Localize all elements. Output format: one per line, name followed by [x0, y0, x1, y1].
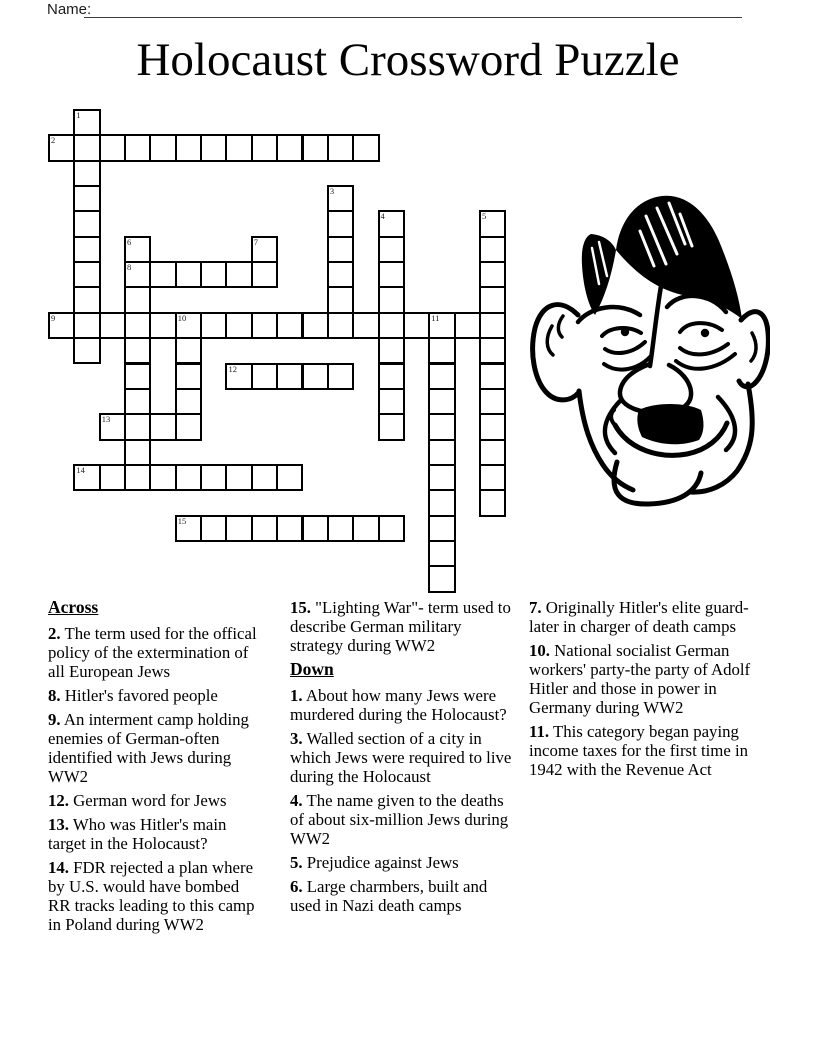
cell-number: 1	[76, 110, 81, 120]
grid-cell	[428, 540, 455, 567]
clue-14: 14. FDR rejected a plan where by U.S. would have bombed RR tracks leading to this camp in Poland during WW2	[48, 858, 255, 934]
grid-cell	[225, 312, 252, 339]
grid-cell	[200, 464, 227, 491]
grid-cell	[428, 439, 455, 466]
grid-cell	[378, 413, 405, 440]
grid-cell	[73, 109, 100, 136]
page-title: Holocaust Crossword Puzzle	[136, 34, 680, 86]
right-pupil	[701, 329, 709, 337]
grid-cell	[327, 236, 354, 263]
clue-4: 4. The name given to the deaths of about six-million Jews during WW2	[290, 791, 509, 848]
grid-cell	[200, 261, 227, 288]
grid-cell	[276, 464, 303, 491]
grid-cell	[251, 261, 278, 288]
grid-cell	[327, 261, 354, 288]
grid-cell	[327, 286, 354, 313]
clue-13: 13. Who was Hitler's main target in the Holocaust?	[48, 815, 227, 853]
cell-number: 12	[228, 363, 237, 374]
grid-cell	[225, 464, 252, 491]
clue-number: 13.	[48, 815, 69, 834]
name-label: Name:	[47, 1, 92, 18]
clue-8: 8. Hitler's favored people	[48, 686, 218, 705]
cell-number: 7	[253, 236, 259, 247]
clue-number: 9.	[48, 710, 61, 729]
grid-cell	[479, 464, 506, 491]
grid-cell	[73, 464, 100, 491]
clue-column-3	[529, 598, 759, 784]
left-eyebrow	[578, 307, 640, 322]
grid-cell	[200, 134, 227, 161]
clue-number: 4.	[290, 791, 303, 810]
grid-cell	[73, 236, 100, 263]
clue-11: 11. This category began paying income taxes for the first time in 1942 with the Revenue Act	[529, 722, 749, 779]
grid-cell	[73, 160, 100, 187]
grid-cell	[251, 312, 278, 339]
grid-cell	[352, 134, 379, 161]
grid-cell	[99, 312, 126, 339]
grid-cell	[124, 337, 151, 364]
grid-cell	[175, 312, 202, 339]
grid-cell	[149, 134, 176, 161]
grid-cell	[225, 261, 252, 288]
grid-cell	[149, 464, 176, 491]
grid-cell	[124, 261, 151, 288]
grid-cell	[276, 363, 303, 390]
cell-number: 9	[51, 312, 56, 323]
grid-cell	[276, 312, 303, 339]
grid-cell	[327, 134, 354, 161]
grid-cell	[251, 464, 278, 491]
grid-cell	[454, 312, 481, 339]
right-ear-inner	[751, 333, 756, 361]
grid-cell	[378, 312, 405, 339]
grid-cell	[378, 261, 405, 288]
grid-cell	[251, 134, 278, 161]
clue-number: 7.	[529, 598, 542, 617]
grid-cell	[428, 565, 455, 592]
grid-cell	[327, 363, 354, 390]
grid-cell	[73, 337, 100, 364]
grid-cell	[276, 134, 303, 161]
grid-cell	[302, 312, 329, 339]
left-ear-inner	[547, 326, 553, 355]
clue-12: 12. German word for Jews	[48, 791, 227, 810]
grid-cell	[302, 515, 329, 542]
across-heading: Across	[48, 597, 99, 617]
grid-cell	[428, 413, 455, 440]
grid-cell	[73, 134, 100, 161]
grid-cell	[479, 363, 506, 390]
grid-cell	[124, 134, 151, 161]
clue-1: 1. About how many Jews were murdered during the Holocaust?	[290, 686, 507, 724]
chin	[614, 462, 701, 504]
grid-cell	[175, 363, 202, 390]
grid-cell	[378, 363, 405, 390]
grid-cell	[48, 134, 75, 161]
clue-number: 1.	[290, 686, 303, 705]
clue-number: 2.	[48, 624, 61, 643]
cell-number: 10	[177, 312, 187, 323]
clue-number: 11.	[529, 722, 550, 741]
grid-cell	[378, 236, 405, 263]
grid-cell	[403, 312, 430, 339]
right-ear	[739, 312, 768, 387]
grid-cell	[428, 363, 455, 390]
grid-cell	[352, 515, 379, 542]
grid-cell	[479, 261, 506, 288]
cell-number: 13	[101, 414, 111, 425]
grid-cell	[378, 286, 405, 313]
grid-cell	[479, 210, 506, 237]
left-ear	[533, 305, 579, 400]
clue-number: 12.	[48, 791, 69, 810]
grid-cell	[175, 464, 202, 491]
grid-cell	[327, 312, 354, 339]
grid-cell	[428, 388, 455, 415]
mouth-corner	[611, 410, 615, 425]
grid-cell	[225, 515, 252, 542]
grid-cell	[428, 312, 455, 339]
grid-cell	[175, 515, 202, 542]
left-ear-inner2	[558, 316, 563, 337]
grid-cell	[479, 388, 506, 415]
grid-cell	[124, 286, 151, 313]
right-eye-upper	[680, 323, 722, 332]
grid-cell	[149, 312, 176, 339]
cell-number: 15	[177, 515, 187, 526]
clue-number: 10.	[529, 641, 550, 660]
grid-cell	[378, 210, 405, 237]
grid-cell	[175, 134, 202, 161]
grid-cell	[428, 489, 455, 516]
grid-cell	[479, 236, 506, 263]
clue-10: 10. National socialist German workers' party-the party of Adolf Hitler and those in power in Germany during WW2	[529, 641, 751, 717]
clue-column-2	[290, 598, 512, 920]
clue-9: 9. An interment camp holding enemies of German-often identified with Jews during WW2	[48, 710, 249, 786]
grid-cell	[124, 413, 151, 440]
left-pupil	[621, 328, 629, 336]
cell-number: 8	[127, 262, 132, 273]
cell-number: 4	[380, 211, 385, 222]
grid-cell	[378, 515, 405, 542]
clue-number: 15.	[290, 598, 311, 617]
grid-cell	[73, 261, 100, 288]
clue-number: 6.	[290, 877, 303, 896]
hitler-caricature-illustration	[520, 186, 770, 516]
grid-cell	[479, 312, 506, 339]
grid-cell	[175, 388, 202, 415]
right-eye-bag	[676, 354, 735, 369]
grid-cell	[99, 134, 126, 161]
cell-number: 11	[431, 312, 440, 323]
grid-cell	[251, 236, 278, 263]
grid-cell	[479, 337, 506, 364]
clue-2: 2. The term used for the offical policy of the extermination of all European Jews	[48, 624, 257, 681]
grid-cell	[99, 413, 126, 440]
left-eye-lower	[605, 342, 645, 353]
grid-cell	[302, 363, 329, 390]
clue-7: 7. Originally Hitler's elite guard- later in charger of death camps	[529, 598, 749, 636]
grid-cell	[73, 210, 100, 237]
grid-cell	[124, 236, 151, 263]
down-heading: Down	[290, 659, 334, 679]
cell-number: 6	[127, 236, 132, 247]
grid-cell	[479, 489, 506, 516]
grid-cell	[124, 439, 151, 466]
grid-cell	[73, 312, 100, 339]
cell-number: 14	[76, 464, 85, 475]
grid-cell	[73, 286, 100, 313]
clue-3: 3. Walled section of a city in which Jews were required to live during the Holocaust	[290, 729, 512, 786]
grid-cell	[175, 337, 202, 364]
grid-cell	[428, 337, 455, 364]
grid-cell	[428, 515, 455, 542]
grid-cell	[479, 413, 506, 440]
right-eye-lower	[680, 344, 728, 354]
cell-number: 2	[51, 135, 56, 146]
nose-bridge	[650, 286, 661, 366]
grid-cell	[149, 413, 176, 440]
grid-cell	[327, 515, 354, 542]
clue-15: 15. "Lighting War"- term used to describe German military strategy during WW2	[290, 598, 511, 655]
grid-cell	[124, 388, 151, 415]
clue-column-1	[48, 598, 264, 939]
grid-cell	[200, 515, 227, 542]
grid-cell	[225, 134, 252, 161]
grid-cell	[352, 312, 379, 339]
grid-cell	[225, 363, 252, 390]
clue-number: 5.	[290, 853, 303, 872]
grid-cell	[124, 363, 151, 390]
grid-cell	[251, 363, 278, 390]
grid-cell	[251, 515, 278, 542]
grid-cell	[479, 439, 506, 466]
mustache	[637, 404, 703, 444]
grid-cell	[302, 134, 329, 161]
grid-cell	[428, 464, 455, 491]
grid-cell	[99, 464, 126, 491]
grid-cell	[73, 185, 100, 212]
grid-cell	[479, 286, 506, 313]
grid-cell	[276, 515, 303, 542]
grid-cell	[378, 337, 405, 364]
grid-cell	[175, 261, 202, 288]
grid-cell	[149, 261, 176, 288]
cell-number: 3	[329, 186, 335, 197]
clue-5: 5. Prejudice against Jews	[290, 853, 459, 872]
grid-cell	[175, 413, 202, 440]
clue-6: 6. Large charmbers, built and used in Nazi death camps	[290, 877, 488, 915]
grid-cell	[327, 185, 354, 212]
grid-cell	[124, 464, 151, 491]
grid-cell	[124, 312, 151, 339]
grid-cell	[200, 312, 227, 339]
clue-number: 8.	[48, 686, 61, 705]
cell-number: 5	[481, 211, 487, 222]
clue-number: 14.	[48, 858, 69, 877]
grid-cell	[48, 312, 75, 339]
grid-cell	[327, 210, 354, 237]
clue-number: 3.	[290, 729, 303, 748]
grid-cell	[378, 388, 405, 415]
